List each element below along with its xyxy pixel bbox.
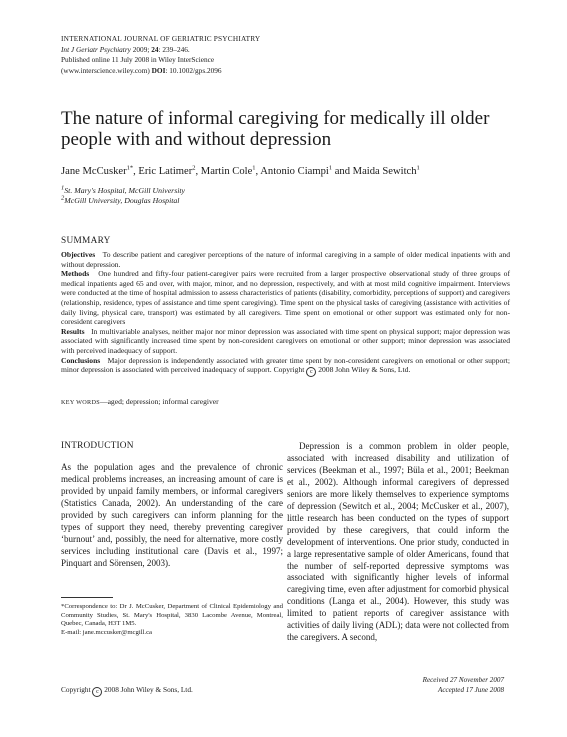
conclusions-copyright: 2008 John Wiley & Sons, Ltd.: [318, 365, 411, 375]
author-separator: ,: [133, 166, 139, 177]
conclusions-text: Major depression is independently associated with greater time spent by non-coresident caregivers on emotional or other support; minor depression is associated with perceived inadequacy of support. Copyright: [61, 355, 511, 375]
citation-journal: Int J Geriatr Psychiatry: [61, 44, 131, 54]
objectives-label: Objectives: [61, 250, 96, 259]
copyright-text: 2008 John Wiley & Sons, Ltd.: [104, 685, 193, 694]
footnote-text: *Correspondence to: Dr J. McCusker, Department of Clinical Epidemiology and Community Studies, St. Mary's Hospital, 3830 Lacombe Avenue, Montreal, Quebec, Canada, H3T 1M5.: [61, 603, 283, 628]
received-date: Received 27 November 2007: [422, 676, 504, 684]
journal-name: INTERNATIONAL JOURNAL OF GERIATRIC PSYCHIATRY: [61, 34, 261, 43]
article-title: The nature of informal caregiving for medically ill older people with and without depression: [61, 108, 490, 150]
summary-objectives: [61, 250, 510, 269]
copyright-symbol: c: [306, 367, 316, 377]
summary-heading: SUMMARY: [61, 236, 111, 246]
copyright-prefix: Copyright: [61, 685, 91, 694]
keywords-text: aged; depression; informal caregiver: [107, 397, 219, 406]
results-text: In multivariable analyses, neither major nor minor depression was associated with time spent on physical support; major depression was associated with significantly increased time spent by non-coresident caregivers on emotional or other support; minor depression was associated with perceived inadequacy of support.: [61, 326, 510, 355]
author-affil-mark: 1: [252, 164, 256, 172]
results-label: Results: [61, 326, 85, 336]
doi-label: DOI: [151, 65, 166, 75]
author-separator: ,: [195, 166, 201, 177]
copyright-line: [61, 685, 193, 697]
introduction-column-right: [287, 441, 509, 644]
footnote-rule: [61, 597, 113, 598]
author-affil-mark: 2: [192, 164, 196, 172]
copyright-symbol: c: [92, 687, 102, 697]
affiliation-text: St. Mary's Hospital, McGill University: [64, 186, 186, 195]
footnote-email[interactable]: E-mail: jane.mccusker@mcgill.ca: [61, 629, 153, 637]
website-link[interactable]: (www.interscience.wiley.com): [61, 65, 150, 75]
author-list: [61, 166, 541, 177]
doi-value[interactable]: : 10.1002/gps.2096: [165, 65, 222, 75]
author-affil-mark: 1*: [126, 164, 134, 172]
citation-volume: 24: [151, 44, 159, 54]
author-separator: and: [332, 166, 353, 177]
affiliations: [61, 186, 185, 205]
summary-conclusions: [61, 356, 510, 378]
author: Antonio Ciampi: [260, 166, 329, 177]
affiliation-number: 1: [61, 184, 65, 192]
introduction-heading: INTRODUCTION: [61, 441, 134, 451]
received-dates: [420, 676, 504, 695]
author: Jane McCusker: [61, 166, 127, 177]
author: Eric Latimer: [138, 166, 193, 177]
body-paragraph: Depression is a common problem in older people, associated with increased disability and utilization of services (Beekman et al., 1997; Büla et al., 2001; Beekman et al., 2002). Although informal caregivers of depressed seniors are more likely themselves to experience symptoms of depression (Sewitch et al., 2004; McCusker et al., 2007), little research has been conducted on the types of support provided by these caregivers, that could inform the development of interventions. One prior study, conducted in a large representative sample of older Americans, found that the number of self-reported depressive symptoms was associated with significantly higher levels of informal caregiving time, even after adjustment for comorbid physical conditions (Langa et al., 2004). However, this study was limited to patient reports of caregiver assistance with activities of daily living (ADL); data were not collected from the caregivers. A second,: [287, 441, 509, 643]
citation-year: 2009;: [132, 44, 150, 54]
author: Martin Cole: [200, 166, 253, 177]
methods-label: Methods: [61, 269, 90, 279]
author-separator: ,: [255, 166, 261, 177]
published-line: Published online 11 July 2008 in Wiley InterScience: [61, 55, 215, 64]
accepted-date: Accepted 17 June 2008: [438, 685, 504, 694]
body-paragraph: As the population ages and the prevalence of chronic medical problems increases, an increasing amount of care is provided by unpaid family members, or informal caregivers (Statistics Canada, 2002). An understanding of the care provided by such caregivers can inform planning for the types of support they need, thereby preventing caregiver ‘burnout’ and, possibly, the need for alternative, more costly services including institutional care (Davis et al., 1997; Pinquart and Sörensen, 2003).: [61, 462, 283, 568]
methods-text: One hundred and fifty-four patient-caregiver pairs were recruited from a larger prospective observational study of three groups of medical inpatients aged 65 and over, with major, minor, and no depression, respectively, and with at most mild cognitive impairment. Interviews were conducted at the time of hospital admission to assess characteristics of patients (disability, comorbidity, perceptions of support) and caregivers (relationship, residence, types of assistance and time spent caregiving). Time spent on the physical tasks of caregiving (assistance with activities of daily living, physical care, transport) was estimated by all caregivers. Time spent on emotional or other support was estimated only for non-coresident caregivers: [61, 269, 510, 327]
author: Maida Sewitch: [352, 166, 417, 177]
keywords-dash: —: [99, 397, 108, 406]
summary-abstract: [61, 250, 510, 377]
author-affil-mark: 1: [328, 164, 333, 172]
introduction-column-left: [61, 462, 283, 570]
affiliation-number: 2: [61, 193, 65, 201]
summary-methods: [61, 269, 510, 327]
journal-header: [61, 34, 260, 76]
summary-results: [61, 327, 510, 356]
affiliation: [61, 186, 185, 196]
keywords-label: KEY WORDS: [61, 399, 100, 406]
citation-pages: : 239–246.: [158, 44, 190, 54]
affiliation-text: McGill University, Douglas Hospital: [64, 195, 180, 205]
conclusions-label: Conclusions: [61, 355, 101, 365]
citation: [61, 45, 260, 56]
correspondence-footnote: [61, 603, 283, 638]
objectives-text: To describe patient and caregiver perceptions of the nature of informal caregiving in a sample of older medical inpatients with and without depression.: [61, 250, 510, 269]
author-affil-mark: 1: [416, 164, 420, 172]
doi-line: [61, 66, 260, 77]
keywords: [61, 397, 219, 406]
affiliation: [61, 193, 185, 206]
